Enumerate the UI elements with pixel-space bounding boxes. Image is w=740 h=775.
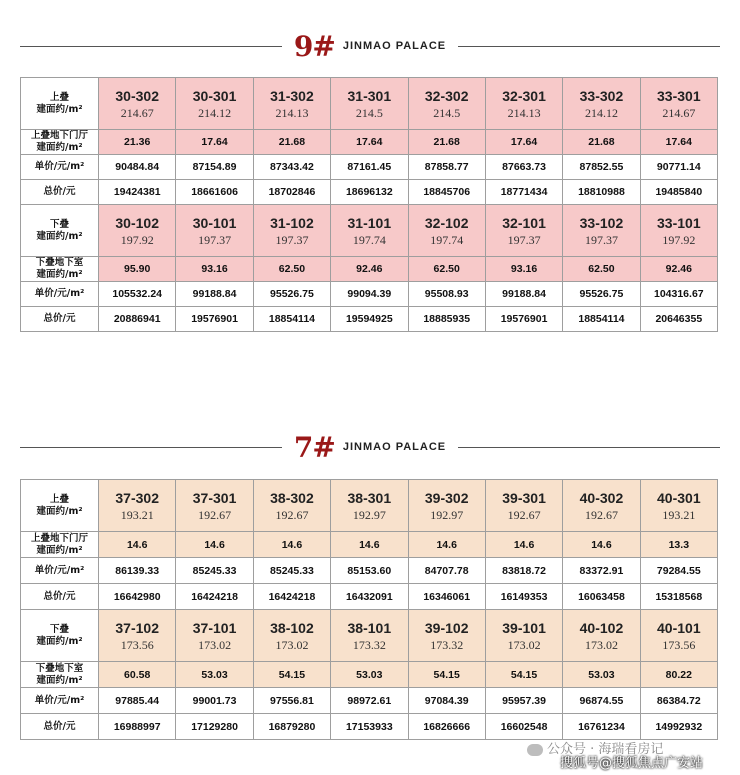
upper-total-row xyxy=(21,584,718,610)
unit-cell xyxy=(253,610,330,662)
value-cell: 14.6 xyxy=(253,532,330,558)
value-cell: 96874.55 xyxy=(563,688,640,714)
value-cell: 20646355 xyxy=(640,307,717,332)
unit-cell xyxy=(485,78,562,130)
unit-number: 39-302 xyxy=(424,489,469,506)
value-cell: 16424218 xyxy=(176,584,253,610)
unit-number: 30-102 xyxy=(115,214,159,231)
divider-left xyxy=(20,46,282,47)
unit-area: 192.97 xyxy=(352,507,386,522)
divider-right xyxy=(458,46,720,47)
unit-cell xyxy=(99,205,176,257)
unit-number: 31-301 xyxy=(347,87,392,104)
unit-cell xyxy=(408,205,485,257)
unit-number: 30-302 xyxy=(115,87,159,104)
unit-cell xyxy=(640,610,717,662)
value-cell: 62.50 xyxy=(408,257,485,282)
divider-right xyxy=(458,447,720,448)
unit-number: 38-102 xyxy=(270,619,314,636)
value-cell: 18696132 xyxy=(331,180,408,205)
unit-area: 173.56 xyxy=(120,637,154,652)
unit-area: 214.5 xyxy=(355,105,383,120)
unit-price-label: 单价/元/m² xyxy=(21,688,99,714)
divider-left xyxy=(20,447,282,448)
upper-basement-label: 上叠地下门厅 建面约/m² xyxy=(21,532,99,558)
value-cell: 87852.55 xyxy=(563,155,640,180)
unit-number: 31-102 xyxy=(270,214,314,231)
value-cell: 14.6 xyxy=(408,532,485,558)
lower-basement-row xyxy=(21,662,718,688)
unit-area: 214.12 xyxy=(584,105,618,120)
unit-area: 214.5 xyxy=(433,105,461,120)
unit-number: 32-302 xyxy=(424,87,469,104)
value-cell: 21.68 xyxy=(408,130,485,155)
lower-unit-price-row xyxy=(21,282,718,307)
value-cell: 16826666 xyxy=(408,714,485,740)
upper-label: 上叠 建面约/m² xyxy=(21,78,99,130)
value-cell: 83372.91 xyxy=(563,558,640,584)
unit-area: 173.02 xyxy=(198,637,232,652)
value-cell: 97084.39 xyxy=(408,688,485,714)
value-cell: 17.64 xyxy=(640,130,717,155)
wechat-watermark: 公众号 · 海瑞看房记 xyxy=(527,738,663,757)
value-cell: 19594925 xyxy=(331,307,408,332)
value-cell: 21.68 xyxy=(253,130,330,155)
unit-number: 38-101 xyxy=(347,619,392,636)
unit-number: 33-301 xyxy=(657,87,701,104)
unit-cell xyxy=(408,78,485,130)
upper-basement-row xyxy=(21,130,718,155)
unit-cell xyxy=(99,480,176,532)
value-cell: 84707.78 xyxy=(408,558,485,584)
unit-price-label: 单价/元/m² xyxy=(21,558,99,584)
unit-area: 192.67 xyxy=(507,507,541,522)
unit-cell xyxy=(563,610,640,662)
unit-number: 37-102 xyxy=(115,619,159,636)
lower-basement-row xyxy=(21,257,718,282)
value-cell: 54.15 xyxy=(408,662,485,688)
unit-number: 40-102 xyxy=(579,619,624,636)
lower-total-row xyxy=(21,307,718,332)
building-9-price-table xyxy=(20,77,718,332)
value-cell: 86139.33 xyxy=(99,558,176,584)
unit-cell xyxy=(176,78,253,130)
upper-units-row xyxy=(21,78,718,130)
value-cell: 14.6 xyxy=(563,532,640,558)
value-cell: 98972.61 xyxy=(331,688,408,714)
unit-number: 39-102 xyxy=(424,619,469,636)
building-7-header xyxy=(20,432,720,462)
unit-cell xyxy=(563,78,640,130)
value-cell: 54.15 xyxy=(485,662,562,688)
unit-area: 214.12 xyxy=(198,105,232,120)
value-cell: 53.03 xyxy=(176,662,253,688)
total-label: 总价/元 xyxy=(21,584,99,610)
value-cell: 14.6 xyxy=(485,532,562,558)
value-cell: 16063458 xyxy=(563,584,640,610)
value-cell: 92.46 xyxy=(331,257,408,282)
value-cell: 99001.73 xyxy=(176,688,253,714)
unit-cell xyxy=(176,480,253,532)
unit-area: 173.02 xyxy=(507,637,541,652)
unit-cell xyxy=(253,205,330,257)
value-cell: 95508.93 xyxy=(408,282,485,307)
unit-cell xyxy=(563,205,640,257)
unit-area: 197.74 xyxy=(352,232,386,247)
unit-cell xyxy=(176,610,253,662)
building-7-number: 7# xyxy=(293,430,335,464)
unit-area: 214.13 xyxy=(507,105,541,120)
value-cell: 79284.55 xyxy=(640,558,717,584)
unit-number: 39-101 xyxy=(502,619,546,636)
unit-number: 31-101 xyxy=(347,214,392,231)
unit-cell xyxy=(640,480,717,532)
unit-cell xyxy=(331,205,408,257)
unit-price-label: 单价/元/m² xyxy=(21,282,99,307)
value-cell: 53.03 xyxy=(563,662,640,688)
unit-cell xyxy=(99,610,176,662)
building-9-header xyxy=(20,31,720,61)
unit-number: 30-301 xyxy=(192,87,237,104)
value-cell: 95526.75 xyxy=(253,282,330,307)
unit-number: 33-102 xyxy=(579,214,624,231)
sohu-watermark: 搜狐号@搜狐焦点广安站 xyxy=(560,756,704,771)
upper-label: 上叠 建面约/m² xyxy=(21,480,99,532)
value-cell: 99188.84 xyxy=(176,282,253,307)
unit-area: 173.32 xyxy=(430,637,464,652)
unit-number: 32-102 xyxy=(424,214,469,231)
unit-area: 173.02 xyxy=(275,637,309,652)
lower-label: 下叠 建面约/m² xyxy=(21,610,99,662)
unit-number: 40-301 xyxy=(657,489,701,506)
value-cell: 86384.72 xyxy=(640,688,717,714)
value-cell: 90771.14 xyxy=(640,155,717,180)
value-cell: 14.6 xyxy=(176,532,253,558)
upper-basement-label: 上叠地下门厅 建面约/m² xyxy=(21,130,99,155)
value-cell: 19576901 xyxy=(485,307,562,332)
lower-units-row xyxy=(21,205,718,257)
value-cell: 13.3 xyxy=(640,532,717,558)
value-cell: 54.15 xyxy=(253,662,330,688)
unit-number: 39-301 xyxy=(502,489,546,506)
value-cell: 16602548 xyxy=(485,714,562,740)
unit-number: 32-301 xyxy=(502,87,546,104)
value-cell: 95957.39 xyxy=(485,688,562,714)
value-cell: 99188.84 xyxy=(485,282,562,307)
value-cell: 18885935 xyxy=(408,307,485,332)
unit-cell xyxy=(408,610,485,662)
unit-area: 197.92 xyxy=(662,232,696,247)
value-cell: 87858.77 xyxy=(408,155,485,180)
value-cell: 18854114 xyxy=(253,307,330,332)
value-cell: 90484.84 xyxy=(99,155,176,180)
unit-cell xyxy=(485,610,562,662)
value-cell: 104316.67 xyxy=(640,282,717,307)
value-cell: 18854114 xyxy=(563,307,640,332)
value-cell: 21.36 xyxy=(99,130,176,155)
unit-number: 37-101 xyxy=(192,619,237,636)
value-cell: 93.16 xyxy=(176,257,253,282)
unit-area: 193.21 xyxy=(662,507,696,522)
unit-area: 197.37 xyxy=(507,232,541,247)
unit-number: 32-101 xyxy=(502,214,546,231)
value-cell: 21.68 xyxy=(563,130,640,155)
value-cell: 16424218 xyxy=(253,584,330,610)
upper-units-row xyxy=(21,480,718,532)
value-cell: 95526.75 xyxy=(563,282,640,307)
unit-number: 38-301 xyxy=(347,489,392,506)
value-cell: 16432091 xyxy=(331,584,408,610)
total-label: 总价/元 xyxy=(21,307,99,332)
unit-cell xyxy=(563,480,640,532)
unit-area: 197.37 xyxy=(584,232,618,247)
unit-number: 38-302 xyxy=(270,489,314,506)
unit-area: 192.67 xyxy=(584,507,618,522)
lower-unit-price-row xyxy=(21,688,718,714)
unit-area: 214.67 xyxy=(120,105,154,120)
unit-cell xyxy=(408,480,485,532)
total-label: 总价/元 xyxy=(21,714,99,740)
value-cell: 18702846 xyxy=(253,180,330,205)
lower-units-row xyxy=(21,610,718,662)
value-cell: 16879280 xyxy=(253,714,330,740)
value-cell: 17129280 xyxy=(176,714,253,740)
value-cell: 85245.33 xyxy=(253,558,330,584)
value-cell: 53.03 xyxy=(331,662,408,688)
building-9-brand: JINMAO PALACE xyxy=(342,40,447,52)
lower-total-row xyxy=(21,714,718,740)
unit-cell xyxy=(331,610,408,662)
value-cell: 17.64 xyxy=(485,130,562,155)
unit-cell xyxy=(99,78,176,130)
unit-cell xyxy=(253,78,330,130)
unit-area: 193.21 xyxy=(120,507,154,522)
value-cell: 14.6 xyxy=(331,532,408,558)
unit-number: 31-302 xyxy=(270,87,314,104)
unit-number: 40-101 xyxy=(657,619,701,636)
value-cell: 97885.44 xyxy=(99,688,176,714)
value-cell: 60.58 xyxy=(99,662,176,688)
upper-unit-price-row xyxy=(21,558,718,584)
wechat-icon xyxy=(527,744,543,756)
value-cell: 19576901 xyxy=(176,307,253,332)
value-cell: 87154.89 xyxy=(176,155,253,180)
value-cell: 16761234 xyxy=(563,714,640,740)
value-cell: 105532.24 xyxy=(99,282,176,307)
value-cell: 85153.60 xyxy=(331,558,408,584)
value-cell: 17.64 xyxy=(176,130,253,155)
value-cell: 87663.73 xyxy=(485,155,562,180)
value-cell: 15318568 xyxy=(640,584,717,610)
unit-cell xyxy=(640,205,717,257)
unit-area: 173.32 xyxy=(352,637,386,652)
lower-label: 下叠 建面约/m² xyxy=(21,205,99,257)
upper-total-row xyxy=(21,180,718,205)
value-cell: 20886941 xyxy=(99,307,176,332)
unit-number: 33-101 xyxy=(657,214,701,231)
value-cell: 14992932 xyxy=(640,714,717,740)
unit-number: 30-101 xyxy=(192,214,237,231)
building-9-number: 9# xyxy=(293,29,335,63)
unit-area: 197.74 xyxy=(430,232,464,247)
value-cell: 16642980 xyxy=(99,584,176,610)
unit-cell xyxy=(485,480,562,532)
lower-basement-label: 下叠地下室 建面约/m² xyxy=(21,257,99,282)
value-cell: 17153933 xyxy=(331,714,408,740)
unit-area: 197.37 xyxy=(275,232,309,247)
unit-cell xyxy=(331,480,408,532)
unit-area: 173.56 xyxy=(662,637,696,652)
value-cell: 19485840 xyxy=(640,180,717,205)
unit-cell xyxy=(176,205,253,257)
value-cell: 14.6 xyxy=(99,532,176,558)
value-cell: 17.64 xyxy=(331,130,408,155)
value-cell: 92.46 xyxy=(640,257,717,282)
value-cell: 93.16 xyxy=(485,257,562,282)
value-cell: 19424381 xyxy=(99,180,176,205)
value-cell: 18771434 xyxy=(485,180,562,205)
unit-area: 197.37 xyxy=(198,232,232,247)
unit-area: 192.67 xyxy=(275,507,309,522)
unit-number: 37-302 xyxy=(115,489,159,506)
lower-basement-label: 下叠地下室 建面约/m² xyxy=(21,662,99,688)
unit-number: 33-302 xyxy=(579,87,624,104)
value-cell: 62.50 xyxy=(253,257,330,282)
value-cell: 87161.45 xyxy=(331,155,408,180)
total-label: 总价/元 xyxy=(21,180,99,205)
unit-area: 192.97 xyxy=(430,507,464,522)
building-7-brand: JINMAO PALACE xyxy=(342,441,447,453)
unit-cell xyxy=(485,205,562,257)
value-cell: 18661606 xyxy=(176,180,253,205)
value-cell: 87343.42 xyxy=(253,155,330,180)
unit-cell xyxy=(640,78,717,130)
value-cell: 62.50 xyxy=(563,257,640,282)
unit-area: 214.67 xyxy=(662,105,696,120)
value-cell: 95.90 xyxy=(99,257,176,282)
value-cell: 18845706 xyxy=(408,180,485,205)
unit-area: 173.02 xyxy=(584,637,618,652)
value-cell: 16988997 xyxy=(99,714,176,740)
unit-area: 214.13 xyxy=(275,105,309,120)
upper-basement-row xyxy=(21,532,718,558)
building-7-price-table xyxy=(20,479,718,740)
unit-area: 192.67 xyxy=(198,507,232,522)
value-cell: 16346061 xyxy=(408,584,485,610)
unit-area: 197.92 xyxy=(120,232,154,247)
upper-unit-price-row xyxy=(21,155,718,180)
value-cell: 99094.39 xyxy=(331,282,408,307)
unit-number: 37-301 xyxy=(192,489,237,506)
unit-cell xyxy=(253,480,330,532)
value-cell: 18810988 xyxy=(563,180,640,205)
unit-price-label: 单价/元/m² xyxy=(21,155,99,180)
unit-number: 40-302 xyxy=(579,489,624,506)
value-cell: 85245.33 xyxy=(176,558,253,584)
value-cell: 16149353 xyxy=(485,584,562,610)
value-cell: 97556.81 xyxy=(253,688,330,714)
value-cell: 83818.72 xyxy=(485,558,562,584)
value-cell: 80.22 xyxy=(640,662,717,688)
unit-cell xyxy=(331,78,408,130)
